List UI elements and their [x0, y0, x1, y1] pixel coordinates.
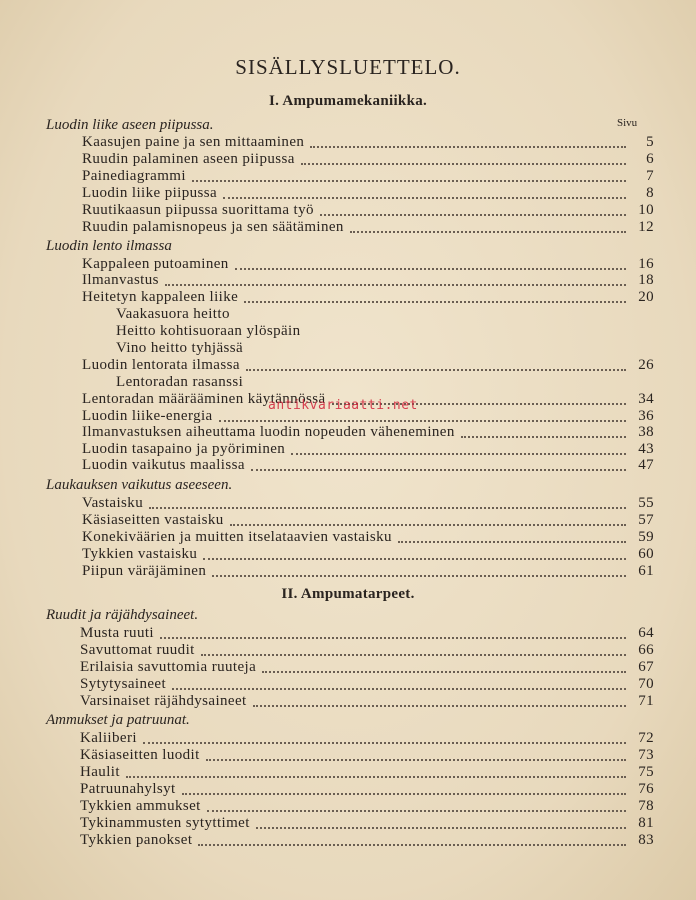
toc-entry: Luodin lentorata ilmassa 26: [82, 357, 654, 373]
toc-entry: Kappaleen putoaminen 16: [82, 256, 654, 272]
toc-entry: Konekiväärien ja muitten itselataavien vastaisku 59: [82, 529, 654, 545]
watermark-text: antikvariaatti.net: [268, 398, 418, 413]
toc-entry: Painediagrammi 7: [82, 168, 654, 184]
toc-entry: Patruunahylsyt 76: [80, 781, 654, 797]
toc-entry: Lentoradan määrääminen käytännössä 34: [82, 391, 654, 407]
toc-entry: Haulit 75: [80, 764, 654, 780]
toc-entry: Kaasujen paine ja sen mittaaminen 5: [82, 134, 654, 150]
toc-entry: Tykkien panokset 83: [80, 832, 654, 848]
toc-entry: Musta ruuti 64: [80, 625, 654, 641]
toc-entry: Erilaisia savuttomia ruuteja 67: [80, 659, 654, 675]
part-heading-2: II. Ampumatarpeet.: [281, 586, 415, 602]
toc-entry: Ruutikaasun piipussa suorittama työ 10: [82, 202, 654, 218]
toc-entry: Ruudin palaminen aseen piipussa 6: [82, 151, 654, 167]
toc-subentry: Heitto kohtisuoraan ylöspäin: [116, 323, 301, 339]
toc-entry: Tykkien ammukset 78: [80, 798, 654, 814]
toc-entry: Vastaisku 55: [82, 495, 654, 511]
toc-subentry: Vaakasuora heitto: [116, 306, 230, 322]
toc-entry: Kaliiberi 72: [80, 730, 654, 746]
toc-entry: Sytytysaineet 70: [80, 676, 654, 692]
toc-entry: Luodin tasapaino ja pyöriminen 43: [82, 441, 654, 457]
toc-entry: Piipun väräjäminen 61: [82, 563, 654, 579]
part-heading-1: I. Ampumamekaniikka.: [268, 93, 428, 109]
toc-entry: Luodin vaikutus maalissa 47: [82, 457, 654, 473]
toc-entry: Tykinammusten sytyttimet 81: [80, 815, 654, 831]
toc-entry: Käsiaseitten vastaisku 57: [82, 512, 654, 528]
toc-entry: Käsiaseitten luodit 73: [80, 747, 654, 763]
toc-entry: Ilmanvastuksen aiheuttama luodin nopeuden väheneminen 38: [82, 424, 654, 440]
toc-entry: Ilmanvastus 18: [82, 272, 654, 288]
toc-entry: Tykkien vastaisku 60: [82, 546, 654, 562]
toc-entry: Heitetyn kappaleen liike 20: [82, 289, 654, 305]
toc-subentry: Lentoradan rasanssi: [116, 374, 244, 390]
page-column-header: Sivu: [617, 117, 638, 129]
section-title: Luodin liike aseen piipussa.: [46, 117, 214, 133]
toc-entry: Luodin liike piipussa 8: [82, 185, 654, 201]
toc-entry: Savuttomat ruudit 66: [80, 642, 654, 658]
section-title: Ammukset ja patruunat.: [46, 712, 190, 728]
page-title: SISÄLLYSLUETTELO.: [235, 55, 461, 79]
section-title: Ruudit ja räjähdysaineet.: [46, 607, 199, 623]
section-title: Laukauksen vaikutus aseeseen.: [46, 477, 233, 493]
toc-entry: Luodin liike-energia 36: [82, 408, 654, 424]
toc-subentry: Vino heitto tyhjässä: [116, 340, 244, 356]
section-title: Luodin lento ilmassa: [46, 238, 172, 254]
toc-entry: Varsinaiset räjähdysaineet 71: [80, 693, 654, 709]
toc-entry: Ruudin palamisnopeus ja sen säätäminen 12: [82, 219, 654, 235]
